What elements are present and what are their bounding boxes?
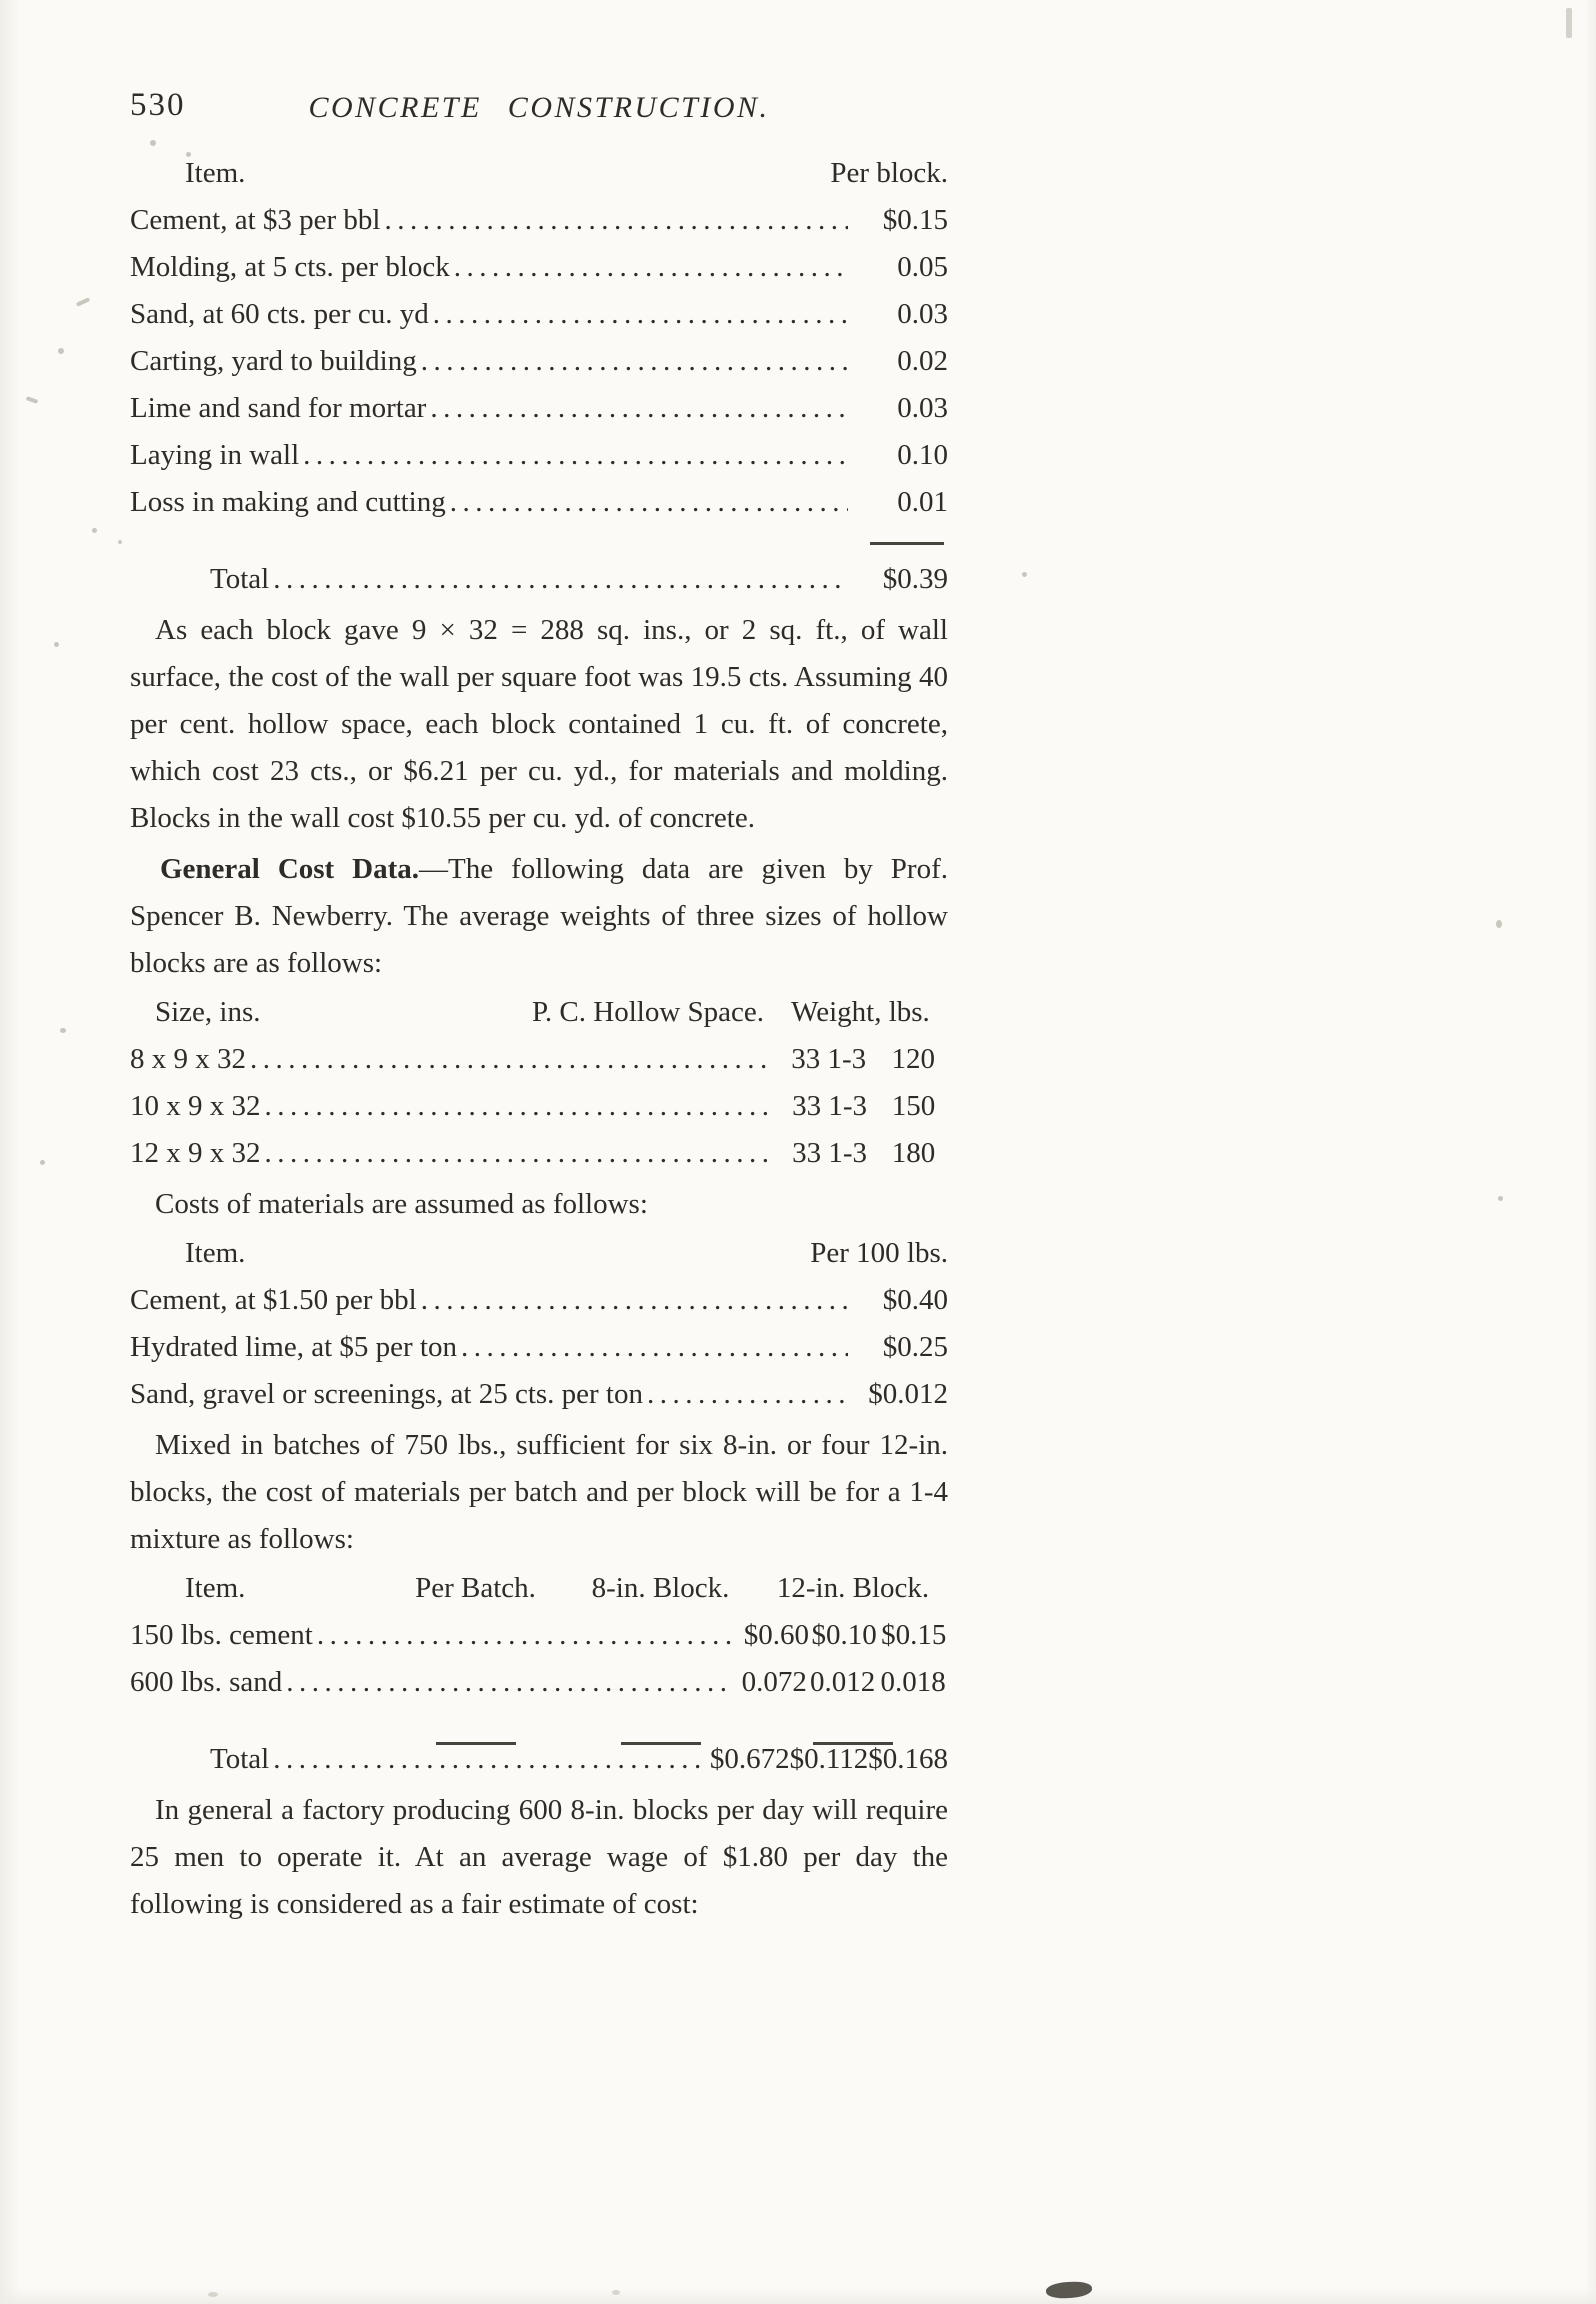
item-value: 0.10 <box>897 439 948 471</box>
sizes-table <box>130 989 948 1177</box>
column-header-12in-block: 12-in. Block. <box>776 1572 930 1604</box>
dot-leader <box>250 1036 771 1083</box>
total-row <box>130 1736 948 1783</box>
scan-artifact <box>186 152 191 157</box>
dot-leader <box>265 1130 773 1177</box>
dot-leader <box>273 1736 702 1783</box>
column-header-weight: Weight, lbs. <box>791 996 930 1028</box>
section-heading-inline: General Cost Data. <box>160 853 420 885</box>
table-row <box>130 1659 948 1706</box>
block12-value: 0.018 <box>880 1666 946 1698</box>
item-value: 0.03 <box>897 392 948 424</box>
size-value: 10 x 9 x 32 <box>130 1090 261 1122</box>
size-value: 8 x 9 x 32 <box>130 1043 246 1075</box>
total-value: $0.39 <box>882 563 948 595</box>
item-value: $0.40 <box>882 1284 948 1316</box>
dot-leader <box>647 1371 848 1418</box>
dot-leader <box>433 291 848 338</box>
dot-leader <box>461 1324 848 1371</box>
table-row <box>130 1036 948 1083</box>
paragraph-costs-assumed: Costs of materials are assumed as follows: <box>155 1188 648 1220</box>
page-header <box>130 80 948 138</box>
table-row <box>130 1324 948 1371</box>
item-value: 0.01 <box>897 486 948 518</box>
scan-artifact <box>1566 8 1572 38</box>
page-content <box>130 80 948 1930</box>
table-row <box>130 1130 948 1177</box>
paragraph-general-cost <box>130 846 948 987</box>
block8-value: 0.012 <box>810 1666 876 1698</box>
total-row <box>130 556 948 603</box>
dot-leader <box>450 479 848 526</box>
running-head: CONCRETE CONSTRUCTION. <box>308 91 770 124</box>
weight-value: 180 <box>891 1137 936 1169</box>
column-header-item: Item. <box>185 157 246 189</box>
item-label: 150 lbs. cement <box>130 1619 313 1651</box>
item-value: 0.05 <box>897 251 948 283</box>
horizontal-rule <box>870 542 944 556</box>
column-header-8in-block: 8-in. Block. <box>591 1572 730 1604</box>
total-rules-row <box>130 1718 948 1736</box>
column-header-item: Item. <box>185 1237 246 1269</box>
table-row <box>130 338 948 385</box>
total-8in-block: $0.112 <box>789 1743 869 1775</box>
block8-value: $0.10 <box>811 1619 877 1651</box>
total-12in-block: $0.168 <box>868 1743 948 1775</box>
scan-artifact <box>118 540 122 544</box>
weight-value: 120 <box>891 1043 935 1075</box>
dot-leader <box>265 1083 773 1130</box>
per-batch-value: 0.072 <box>741 1666 807 1698</box>
paragraph-general-cost-text: —The following data are given by Prof. Spencer B. Newberry. The average weights of three sizes of hollow blocks are as follows: <box>130 853 948 979</box>
item-label: Sand, gravel or screenings, at 25 cts. per ton <box>130 1378 643 1410</box>
dot-leader <box>430 385 848 432</box>
per-batch-value: $0.60 <box>743 1619 809 1651</box>
batch-table-header <box>130 1565 948 1612</box>
total-per-batch: $0.672 <box>709 1743 790 1775</box>
page-number: 530 <box>130 87 186 123</box>
scan-artifact <box>1496 920 1502 928</box>
scan-artifact <box>150 140 156 146</box>
item-label: Lime and sand for mortar <box>130 392 427 424</box>
hollow-space-value: 33 1-3 <box>792 1090 868 1122</box>
per-100-lbs-table <box>130 1230 948 1418</box>
weight-value: 150 <box>891 1090 936 1122</box>
column-header-size: Size, ins. <box>155 996 261 1028</box>
item-value: $0.25 <box>882 1331 948 1363</box>
table-row <box>130 1277 948 1324</box>
item-label: Laying in wall <box>130 439 300 471</box>
dot-leader <box>303 432 848 479</box>
size-value: 12 x 9 x 32 <box>130 1137 261 1169</box>
dot-leader <box>421 1277 848 1324</box>
paragraph-block-cost: As each block gave 9 × 32 = 288 sq. ins., or 2 sq. ft., of wall surface, the cost of the wall per square foot was 19.5 cts. Assuming 40 per cent. hollow space, each block contained 1 cu. ft. of concrete, which cost 23 cts., or $6.21 per cu. yd., for materials and molding. Blocks in the wall cost $10.55 per cu. yd. of concrete. <box>130 614 948 834</box>
item-value: 0.02 <box>897 345 948 377</box>
total-label: Total <box>210 1743 270 1775</box>
total-label: Total <box>210 563 270 595</box>
paragraph-mixed-batches: Mixed in batches of 750 lbs., sufficient for six 8-in. or four 12-in. blocks, the cost of materials per batch and per block will be for a 1-4 mixture as follows: <box>130 1429 948 1555</box>
item-value: $0.15 <box>882 204 948 236</box>
item-label: 600 lbs. sand <box>130 1666 283 1698</box>
total-rule <box>130 542 948 556</box>
dot-leader <box>384 197 848 244</box>
scan-artifact <box>1022 572 1027 577</box>
dot-leader <box>421 338 848 385</box>
item-label: Hydrated lime, at $5 per ton <box>130 1331 457 1363</box>
scan-artifact <box>58 348 64 354</box>
table-row <box>130 1612 948 1659</box>
column-header-hollow-space: P. C. Hollow Space. <box>532 996 764 1028</box>
item-label: Loss in making and cutting <box>130 486 446 518</box>
column-header-per-batch: Per Batch. <box>415 1572 536 1604</box>
item-label: Carting, yard to building <box>130 345 417 377</box>
per-100-table-header <box>130 1230 948 1277</box>
table-row <box>130 1083 948 1130</box>
hollow-space-value: 33 1-3 <box>791 1043 867 1075</box>
per-block-table-header <box>130 150 948 197</box>
table-row <box>130 244 948 291</box>
dot-leader <box>454 244 848 291</box>
per-block-table <box>130 150 948 603</box>
scan-artifact <box>54 642 59 647</box>
dot-leader <box>286 1659 733 1706</box>
scan-artifact <box>40 1160 45 1165</box>
scan-artifact <box>208 2292 218 2297</box>
batch-table <box>130 1565 948 1783</box>
sizes-table-header <box>130 989 948 1036</box>
block12-value: $0.15 <box>881 1619 947 1651</box>
item-value: 0.03 <box>897 298 948 330</box>
scan-artifact <box>1498 1196 1503 1201</box>
column-header-per-100-lbs: Per 100 lbs. <box>810 1237 948 1269</box>
scan-artifact <box>60 1028 66 1033</box>
table-row <box>130 1371 948 1418</box>
item-value: $0.012 <box>868 1378 948 1410</box>
table-row <box>130 197 948 244</box>
item-label: Cement, at $1.50 per bbl <box>130 1284 417 1316</box>
item-label: Sand, at 60 cts. per cu. yd <box>130 298 429 330</box>
table-row <box>130 479 948 526</box>
dot-leader <box>317 1612 736 1659</box>
table-row <box>130 291 948 338</box>
column-header-item: Item. <box>185 1572 246 1604</box>
column-header-per-block: Per block. <box>830 157 948 189</box>
table-row <box>130 385 948 432</box>
item-label: Cement, at $3 per bbl <box>130 204 381 236</box>
paragraph-factory: In general a factory producing 600 8-in. blocks per day will require 25 men to operate it. At an average wage of $1.80 per day the following is considered as a fair estimate of cost: <box>130 1794 948 1920</box>
scan-artifact <box>612 2290 620 2295</box>
table-row <box>130 432 948 479</box>
item-label: Molding, at 5 cts. per block <box>130 251 450 283</box>
dot-leader <box>273 556 848 603</box>
hollow-space-value: 33 1-3 <box>792 1137 868 1169</box>
scan-artifact <box>92 528 97 533</box>
